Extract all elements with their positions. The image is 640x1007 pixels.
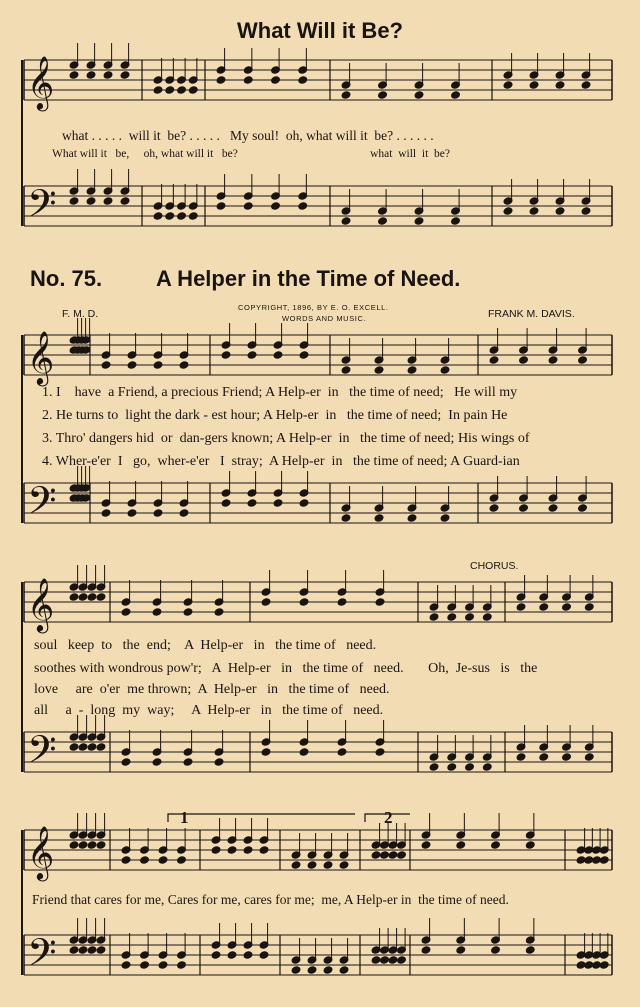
note-head <box>214 758 224 766</box>
note-head <box>140 961 150 969</box>
note-head <box>548 504 558 512</box>
note-head <box>421 841 431 849</box>
treble-clef-icon: 𝄞 <box>27 825 55 879</box>
note-head <box>388 956 398 964</box>
note-head <box>374 366 384 374</box>
note-head <box>414 217 424 225</box>
bass-clef-icon: 𝄢 <box>27 727 57 781</box>
note-head <box>440 366 450 374</box>
note-head <box>216 202 226 210</box>
note-head <box>447 763 457 771</box>
note-head <box>397 956 407 964</box>
note-head <box>153 509 163 517</box>
note-head <box>299 351 309 359</box>
note-head <box>271 202 281 210</box>
note-head <box>291 966 301 974</box>
note-head <box>323 966 333 974</box>
hymn-number: No. 75. <box>30 266 103 291</box>
note-head <box>96 946 106 954</box>
note-head <box>421 946 431 954</box>
note-head <box>69 197 79 205</box>
note-head <box>599 856 609 864</box>
note-head <box>307 966 317 974</box>
author-initials: F. M. D. <box>62 308 99 320</box>
note-head <box>152 608 162 616</box>
note-head <box>69 71 79 79</box>
note-head <box>183 608 193 616</box>
first-ending-bracket <box>168 814 355 822</box>
note-head <box>158 961 168 969</box>
note-head <box>177 86 187 94</box>
note-head <box>153 361 163 369</box>
note-head <box>489 356 499 364</box>
second-ending-number: 2 <box>384 808 393 827</box>
hymn-title: A Helper in the Time of Need. <box>156 266 461 291</box>
composer-name: FRANK M. DAVIS. <box>488 308 575 320</box>
note-head <box>120 197 130 205</box>
note-head <box>140 856 150 864</box>
note-head <box>261 598 271 606</box>
note-head <box>407 366 417 374</box>
verse-1-line-2: soul keep to the end; A Help-er in the time of need. <box>34 638 377 653</box>
note-head <box>152 758 162 766</box>
verse-3-line-1: 3. Thro' dangers hid or dan-gers known; A Help-er in the time of need; His wings of <box>42 431 530 446</box>
note-head <box>581 81 591 89</box>
note-head <box>101 361 111 369</box>
note-head <box>337 598 347 606</box>
note-head <box>243 846 253 854</box>
note-head <box>183 758 193 766</box>
note-head <box>341 217 351 225</box>
note-head <box>87 593 97 601</box>
previous-hymn-lyrics-line-1: what . . . . . will it be? . . . . . My soul! oh, what will it be? . . . . . . <box>62 128 434 143</box>
note-head <box>323 861 333 869</box>
note-head <box>555 81 565 89</box>
note-head <box>371 956 381 964</box>
note-head <box>101 509 111 517</box>
note-head <box>516 603 526 611</box>
note-head <box>378 217 388 225</box>
treble-clef-icon: 𝄞 <box>27 55 55 109</box>
note-head <box>121 608 131 616</box>
note-head <box>581 207 591 215</box>
note-head <box>371 851 381 859</box>
verse-2-line-2: soothes with wondrous pow'r; A Help-er in the time of need. Oh, Je-sus is the <box>34 661 538 676</box>
note-head <box>380 956 390 964</box>
note-head <box>529 207 539 215</box>
note-head <box>259 951 269 959</box>
note-head <box>227 951 237 959</box>
note-head <box>211 846 221 854</box>
note-head <box>121 856 131 864</box>
note-head <box>375 748 385 756</box>
note-head <box>397 851 407 859</box>
note-head <box>298 202 308 210</box>
note-head <box>259 846 269 854</box>
note-head <box>440 514 450 522</box>
note-head <box>158 856 168 864</box>
note-head <box>298 76 308 84</box>
note-head <box>503 81 513 89</box>
note-head <box>291 861 301 869</box>
note-head <box>307 861 317 869</box>
note-head <box>214 608 224 616</box>
note-head <box>578 356 588 364</box>
verse-4-line-1: 4. Wher-e'er I go, wher-e'er I stray; A Help-er in the time of need; A Guard-ian <box>42 454 520 469</box>
note-head <box>578 504 588 512</box>
note-head <box>179 509 189 517</box>
words-and-music-label: WORDS AND MUSIC. <box>282 314 367 323</box>
note-head <box>273 499 283 507</box>
verse-1-line-1: 1. I have a Friend, a precious Friend; A Help-er in the time of need; He will my <box>42 385 518 400</box>
note-head <box>539 603 549 611</box>
note-head <box>86 71 96 79</box>
note-head <box>261 748 271 756</box>
note-head <box>78 841 88 849</box>
note-head <box>221 351 231 359</box>
note-head <box>153 212 163 220</box>
note-head <box>96 593 106 601</box>
note-head <box>429 763 439 771</box>
note-head <box>555 207 565 215</box>
note-head <box>227 846 237 854</box>
note-head <box>96 743 106 751</box>
note-head <box>78 743 88 751</box>
note-head <box>374 514 384 522</box>
note-head <box>165 212 175 220</box>
note-head <box>451 91 461 99</box>
bass-clef-icon: 𝄢 <box>27 478 57 532</box>
note-head <box>121 758 131 766</box>
note-head <box>299 748 309 756</box>
note-head <box>243 951 253 959</box>
note-head <box>69 593 79 601</box>
note-head <box>456 841 466 849</box>
previous-hymn-lyrics-line-2: What will it be, oh, what will it be? what will it be? <box>52 148 450 160</box>
bass-clef-icon: 𝄢 <box>27 930 57 984</box>
note-head <box>465 613 475 621</box>
treble-clef-icon: 𝄞 <box>27 577 55 631</box>
previous-hymn-title: What Will it Be? <box>236 18 403 43</box>
note-head <box>86 197 96 205</box>
note-head <box>378 91 388 99</box>
note-head <box>429 613 439 621</box>
note-head <box>221 499 231 507</box>
note-head <box>78 593 88 601</box>
note-head <box>489 504 499 512</box>
note-head <box>87 946 97 954</box>
note-head <box>482 763 492 771</box>
note-head <box>78 946 88 954</box>
note-head <box>584 753 594 761</box>
note-head <box>69 841 79 849</box>
note-head <box>341 366 351 374</box>
note-head <box>341 91 351 99</box>
note-head <box>211 951 221 959</box>
note-head <box>188 86 198 94</box>
note-head <box>179 361 189 369</box>
note-head <box>519 356 529 364</box>
verse-2-line-1: 2. He turns to light the dark - est hour; A Help-er in the time of need; In pain He <box>42 408 508 423</box>
note-head <box>599 961 609 969</box>
note-head <box>96 841 106 849</box>
note-head <box>243 202 253 210</box>
note-head <box>273 351 283 359</box>
note-head <box>153 86 163 94</box>
note-head <box>177 961 187 969</box>
note-head <box>341 514 351 522</box>
note-head <box>388 851 398 859</box>
first-ending-number: 1 <box>180 808 189 827</box>
note-head <box>339 861 349 869</box>
note-head <box>562 753 572 761</box>
note-head <box>69 946 79 954</box>
note-head <box>247 499 257 507</box>
note-head <box>177 856 187 864</box>
chorus-label: CHORUS. <box>470 560 519 572</box>
note-head <box>380 851 390 859</box>
note-head <box>165 86 175 94</box>
note-head <box>407 514 417 522</box>
note-head <box>299 499 309 507</box>
note-head <box>456 946 466 954</box>
note-head <box>337 748 347 756</box>
note-head <box>375 598 385 606</box>
verse-3-line-2: love are o'er me thrown; A Help-er in the time of need. <box>34 682 390 697</box>
note-head <box>87 841 97 849</box>
note-head <box>491 946 501 954</box>
note-head <box>299 598 309 606</box>
note-head <box>247 351 257 359</box>
verse-4-line-2: all a - long my way; A Help-er in the time of need. <box>34 703 384 718</box>
note-head <box>516 753 526 761</box>
note-head <box>519 504 529 512</box>
note-head <box>177 212 187 220</box>
note-head <box>120 71 130 79</box>
note-head <box>503 207 513 215</box>
note-head <box>529 81 539 89</box>
note-head <box>216 76 226 84</box>
note-head <box>103 197 113 205</box>
note-head <box>562 603 572 611</box>
note-head <box>121 961 131 969</box>
note-head <box>103 71 113 79</box>
note-head <box>188 212 198 220</box>
note-head <box>127 509 137 517</box>
note-head <box>447 613 457 621</box>
note-head <box>87 743 97 751</box>
note-head <box>339 966 349 974</box>
copyright-notice: COPYRIGHT, 1896, BY E. O. EXCELL. <box>238 303 389 312</box>
note-head <box>127 361 137 369</box>
note-head <box>271 76 281 84</box>
note-head <box>584 603 594 611</box>
note-head <box>243 76 253 84</box>
bass-clef-icon: 𝄢 <box>27 181 57 235</box>
note-head <box>539 753 549 761</box>
note-head <box>482 613 492 621</box>
note-head <box>491 841 501 849</box>
treble-clef-icon: 𝄞 <box>27 330 55 384</box>
note-head <box>69 743 79 751</box>
note-head <box>451 217 461 225</box>
note-head <box>525 946 535 954</box>
note-head <box>525 841 535 849</box>
note-head <box>548 356 558 364</box>
chorus-lyrics: Friend that cares for me, Cares for me, cares for me; me, A Help-er in the time of need. <box>32 892 509 907</box>
note-head <box>414 91 424 99</box>
note-head <box>465 763 475 771</box>
